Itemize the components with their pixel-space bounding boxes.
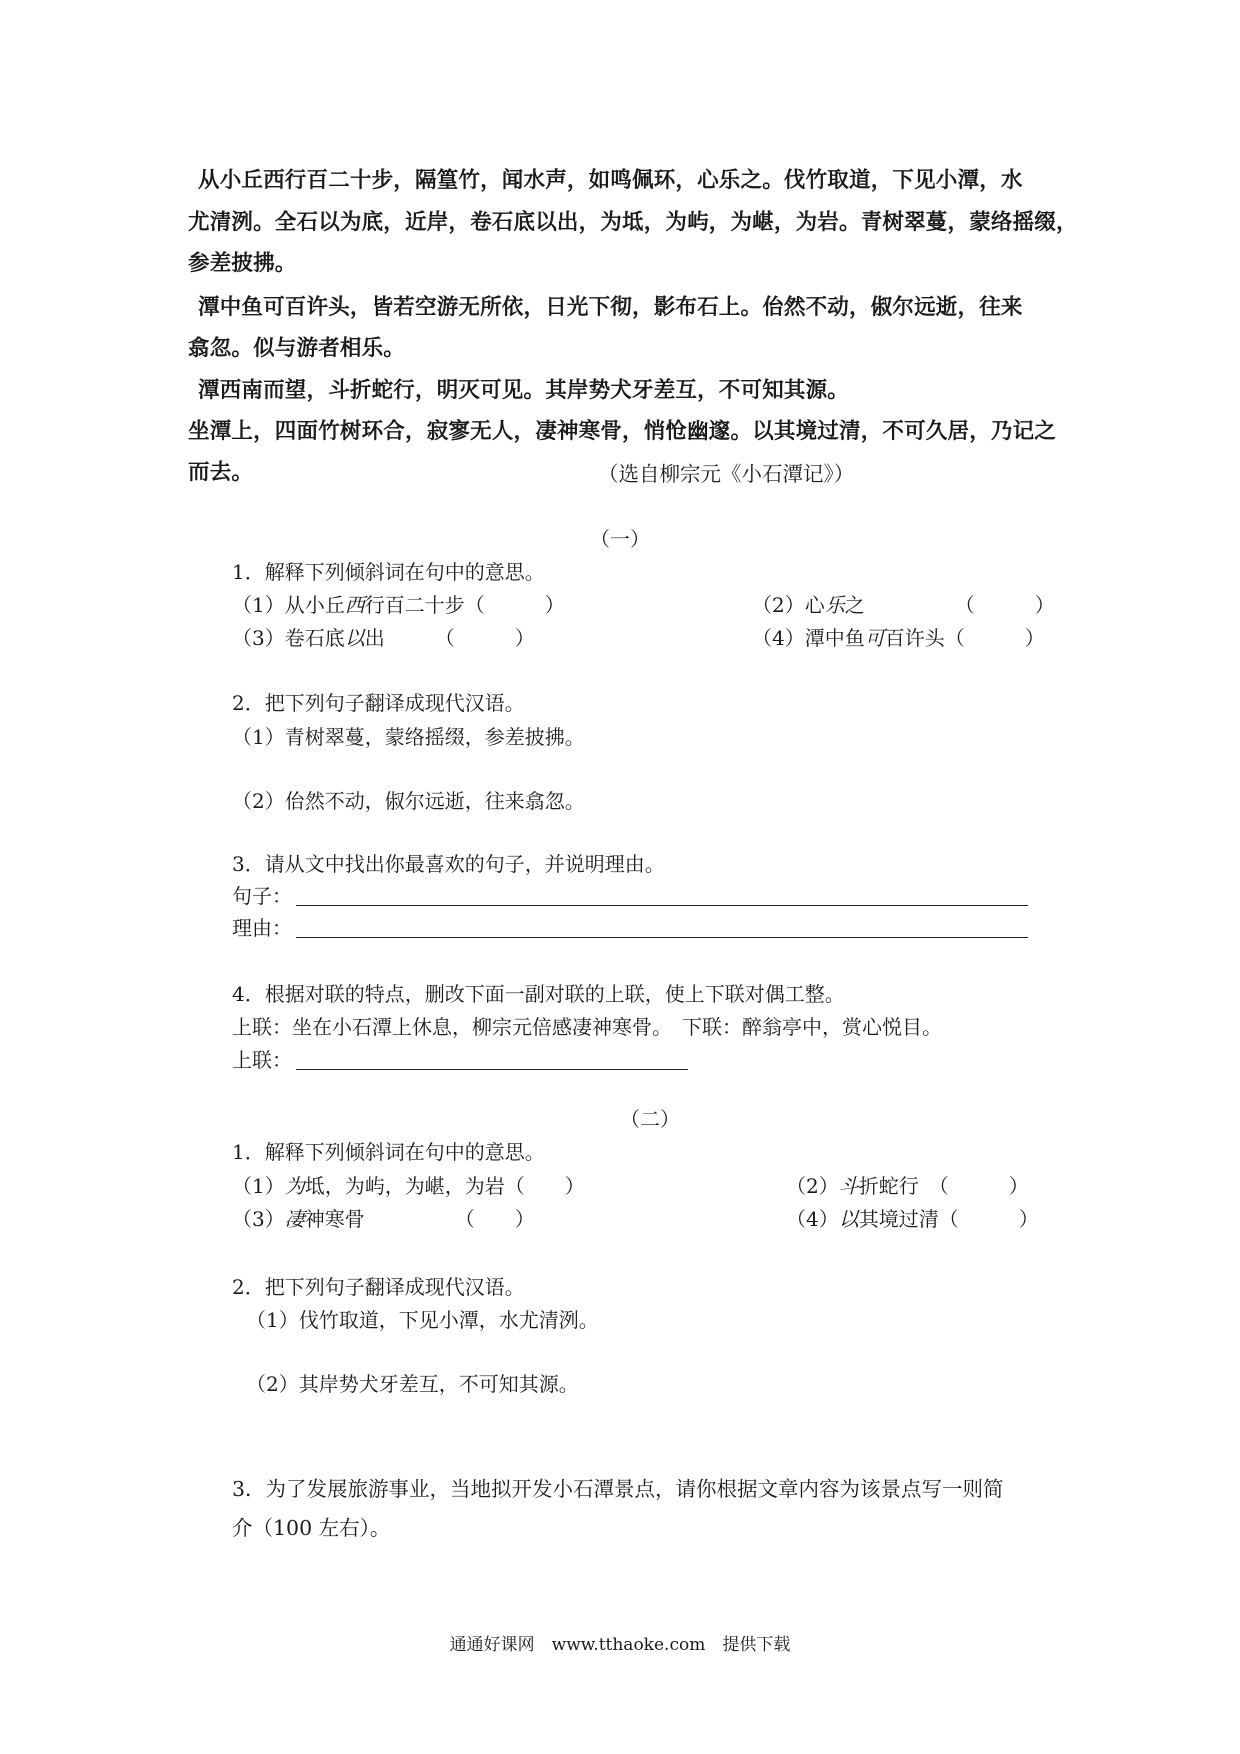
reason-answer-line[interactable] bbox=[296, 937, 1028, 938]
passage-line: 参差披拂。 bbox=[188, 251, 297, 276]
translation-item: （2）其岸势犬牙差互，不可知其源。 bbox=[246, 1372, 579, 1396]
vocab-item: （4）以其境过清（ ） bbox=[786, 1207, 1039, 1231]
vocab-item: （1）为坻，为屿，为嵁，为岩（ ） bbox=[232, 1174, 585, 1198]
section-heading-1: （一） bbox=[590, 527, 650, 551]
passage-line: 翕忽。似与游者相乐。 bbox=[188, 336, 406, 361]
footer-text: 通通好课网 www.tthaoke.com 提供下载 bbox=[449, 1635, 791, 1655]
vocab-item: （1）从小丘西行百二十步（ ） bbox=[232, 593, 565, 617]
vocab-item: （3）凄神寒骨 （ ） bbox=[232, 1207, 535, 1231]
keyword: 斗 bbox=[838, 1174, 859, 1198]
question-title: 2．把下列句子翻译成现代汉语。 bbox=[232, 1275, 525, 1299]
passage-line: 坐潭上，四面竹树环合，寂寥无人，凄神寒骨，悄怆幽邃。以其境过清，不可久居，乃记之 bbox=[188, 419, 1057, 444]
passage-source: （选自柳宗元《小石潭记》） bbox=[598, 462, 855, 486]
question-title-cont: 介（100 左右）。 bbox=[232, 1516, 391, 1540]
passage-line: 从小丘西行百二十步，隔篁竹，闻水声，如鸣佩环，心乐之。伐竹取道，下见小潭，水 bbox=[198, 168, 1023, 193]
keyword: 可 bbox=[864, 626, 885, 650]
keyword: 凄 bbox=[284, 1207, 305, 1231]
translation-item: （1）伐竹取道，下见小潭，水尤清洌。 bbox=[246, 1308, 599, 1332]
question-title: 1．解释下列倾斜词在句中的意思。 bbox=[232, 1140, 545, 1164]
sentence-answer-line[interactable] bbox=[296, 905, 1028, 906]
keyword: 乐 bbox=[824, 593, 845, 617]
passage-line: 而去。 bbox=[188, 460, 254, 485]
vocab-item: （4）潭中鱼可百许头（ ） bbox=[752, 626, 1045, 650]
section-heading-2: （二） bbox=[620, 1107, 680, 1131]
couplet-text: 上联：坐在小石潭上休息，柳宗元倍感凄神寒骨。 下联：醉翁亭中，赏心悦目。 bbox=[232, 1015, 942, 1039]
vocab-item: （2）斗折蛇行 （ ） bbox=[786, 1174, 1029, 1198]
vocab-item: （2）心乐之 （ ） bbox=[752, 593, 1055, 617]
translation-item: （2）佁然不动，俶尔远逝，往来翕忽。 bbox=[232, 789, 585, 813]
sentence-label: 句子： bbox=[232, 884, 292, 908]
passage-line: 潭西南而望，斗折蛇行，明灭可见。其岸势犬牙差互，不可知其源。 bbox=[198, 378, 850, 403]
keyword: 西 bbox=[344, 593, 365, 617]
question-title: 3．为了发展旅游事业，当地拟开发小石潭景点，请你根据文章内容为该景点写一则简 bbox=[232, 1477, 1004, 1501]
couplet-answer-label: 上联： bbox=[232, 1048, 292, 1072]
keyword: 以 bbox=[344, 626, 365, 650]
passage-line: 潭中鱼可百许头，皆若空游无所依，日光下彻，影布石上。佁然不动，俶尔远逝，往来 bbox=[198, 295, 1023, 320]
keyword: 以 bbox=[838, 1207, 859, 1231]
question-title: 1．解释下列倾斜词在句中的意思。 bbox=[232, 560, 545, 584]
question-title: 4．根据对联的特点，删改下面一副对联的上联，使上下联对偶工整。 bbox=[232, 982, 845, 1006]
translation-item: （1）青树翠蔓，蒙络摇缀，参差披拂。 bbox=[232, 725, 585, 749]
question-title: 2．把下列句子翻译成现代汉语。 bbox=[232, 691, 525, 715]
vocab-item: （3）卷石底以出 （ ） bbox=[232, 626, 535, 650]
question-title: 3．请从文中找出你最喜欢的句子，并说明理由。 bbox=[232, 852, 665, 876]
passage-line: 尤清洌。全石以为底，近岸，卷石底以出，为坻，为屿，为嵁，为岩。青树翠蔓，蒙络摇缀， bbox=[188, 210, 1078, 235]
keyword: 为 bbox=[284, 1174, 305, 1198]
reason-label: 理由： bbox=[232, 916, 292, 940]
couplet-answer-line[interactable] bbox=[296, 1069, 688, 1070]
